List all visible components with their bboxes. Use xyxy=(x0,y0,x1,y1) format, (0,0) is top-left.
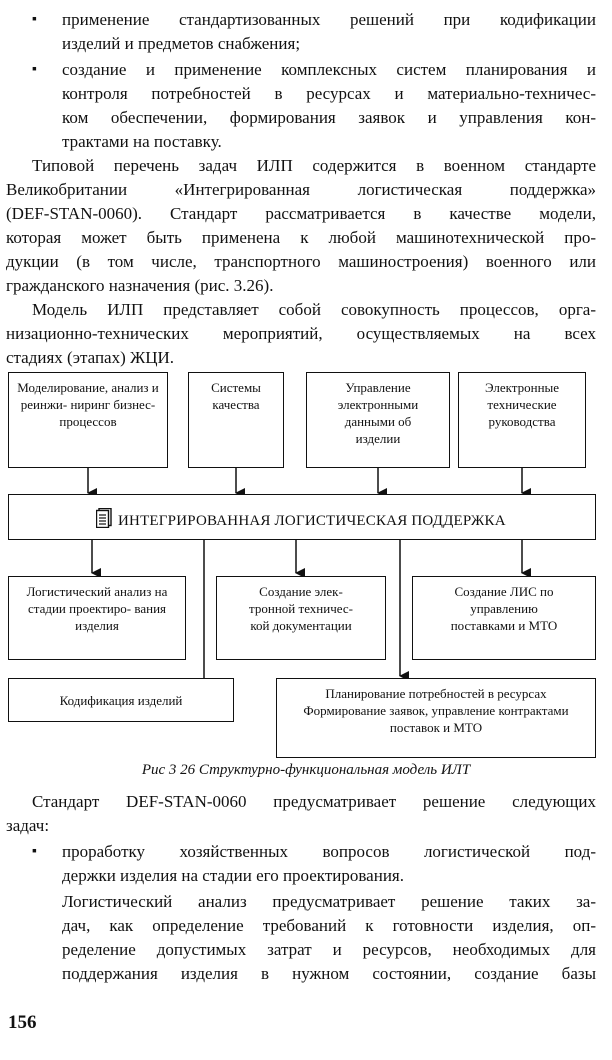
paragraph-line: низационно-технических мероприятий, осуществляемых на всех xyxy=(6,324,596,343)
mid-box-electronic-docs xyxy=(216,576,386,660)
bottom-box-label: Планирование потребностей в ресурсах Формирование заявок, управление контрактами поставок и МТО xyxy=(303,686,569,735)
bullet-line: контроля потребностей в ресурсах и материально-техничес- xyxy=(62,84,596,103)
ilp-band-title: ИНТЕГРИРОВАННАЯ ЛОГИСТИЧЕСКАЯ ПОДДЕРЖКА xyxy=(118,513,506,529)
mid-box-label: Логистический анализ на стадии проектиро- вания изделия xyxy=(26,584,168,633)
top-box-label: Электронные технические руководства xyxy=(484,380,560,429)
top-box-quality xyxy=(188,372,284,468)
bullet-line: держки изделия на стадии его проектирования. xyxy=(62,866,404,885)
top-box-label: Управление электронными данными об изделии xyxy=(337,380,419,446)
mid-box-logistic-analysis xyxy=(8,576,186,660)
paragraph-line: Модель ИЛП представляет собой совокупность процессов, орга- xyxy=(32,300,596,319)
bottom-box-label: Кодификация изделий xyxy=(59,692,183,708)
paragraph-line: дач, как определение требований к готовности изделия, оп- xyxy=(62,916,596,935)
bullet-line: создание и применение комплексных систем планирования и xyxy=(62,60,596,79)
paragraph-line: Типовой перечень задач ИЛП содержится в военном стандарте xyxy=(32,156,596,175)
mid-box-label: Создание ЛИС по управлению поставками и МТО xyxy=(450,584,558,633)
top-box-label: Моделирование, анализ и реинжи- ниринг бизнес- процессов xyxy=(17,380,159,429)
bottom-box-planning xyxy=(276,678,596,758)
paragraph-line: поддержания изделия в нужном состоянии, создание базы xyxy=(62,964,596,983)
paragraph-line: гражданского назначения (рис. 3.26). xyxy=(6,276,274,295)
top-box-label: Системы качества xyxy=(211,380,261,412)
figure-caption: Рис 3 26 Структурно-функциональная модель ИЛТ xyxy=(141,762,471,778)
bullet-marker: ▪ xyxy=(32,62,37,77)
mid-box-lis-supply xyxy=(412,576,596,660)
paragraph-line: стадиях (этапах) ЖЦИ. xyxy=(6,348,175,367)
document-icon xyxy=(96,508,112,528)
paragraph-line: Великобритании «Интегрированная логистическая поддержка» xyxy=(6,180,596,199)
bullet-line: изделий и предметов снабжения; xyxy=(62,34,301,53)
bullet-marker: ▪ xyxy=(32,844,37,859)
bullet-marker: ▪ xyxy=(32,12,37,27)
top-box-modeling xyxy=(8,372,168,468)
page-number: 156 xyxy=(8,1012,37,1033)
top-box-electronic-manuals xyxy=(458,372,586,468)
bottom-box-codification xyxy=(8,678,234,722)
ilp-structure-diagram xyxy=(0,370,612,762)
paragraph-line: задач: xyxy=(6,816,50,835)
paragraph-line: дукции (в том числе, транспортного машиностроения) военного или xyxy=(6,252,596,271)
top-box-data-management xyxy=(306,372,450,468)
paragraph-line: которая может быть применена к любой машинотехнической про- xyxy=(6,228,596,247)
mid-box-label: Создание элек- тронной техничес- кой документации xyxy=(249,584,353,633)
paragraph-line: Стандарт DEF-STAN-0060 предусматривает решение следующих xyxy=(32,792,596,811)
bullet-line: применение стандартизованных решений при кодификации xyxy=(62,10,596,29)
paragraph-line: (DEF-STAN-0060). Стандарт рассматривается в качестве модели, xyxy=(6,204,596,223)
bullet-line: ком обеспечении, формирования заявок и управления кон- xyxy=(62,108,596,127)
paragraph-line: ределение допустимых затрат и ресурсов, необходимых для xyxy=(62,940,596,959)
bullet-line: трактами на поставку. xyxy=(62,132,222,151)
paragraph-line: Логистический анализ предусматривает решение таких за- xyxy=(62,892,596,911)
bullet-line: проработку хозяйственных вопросов логистической под- xyxy=(62,842,596,861)
